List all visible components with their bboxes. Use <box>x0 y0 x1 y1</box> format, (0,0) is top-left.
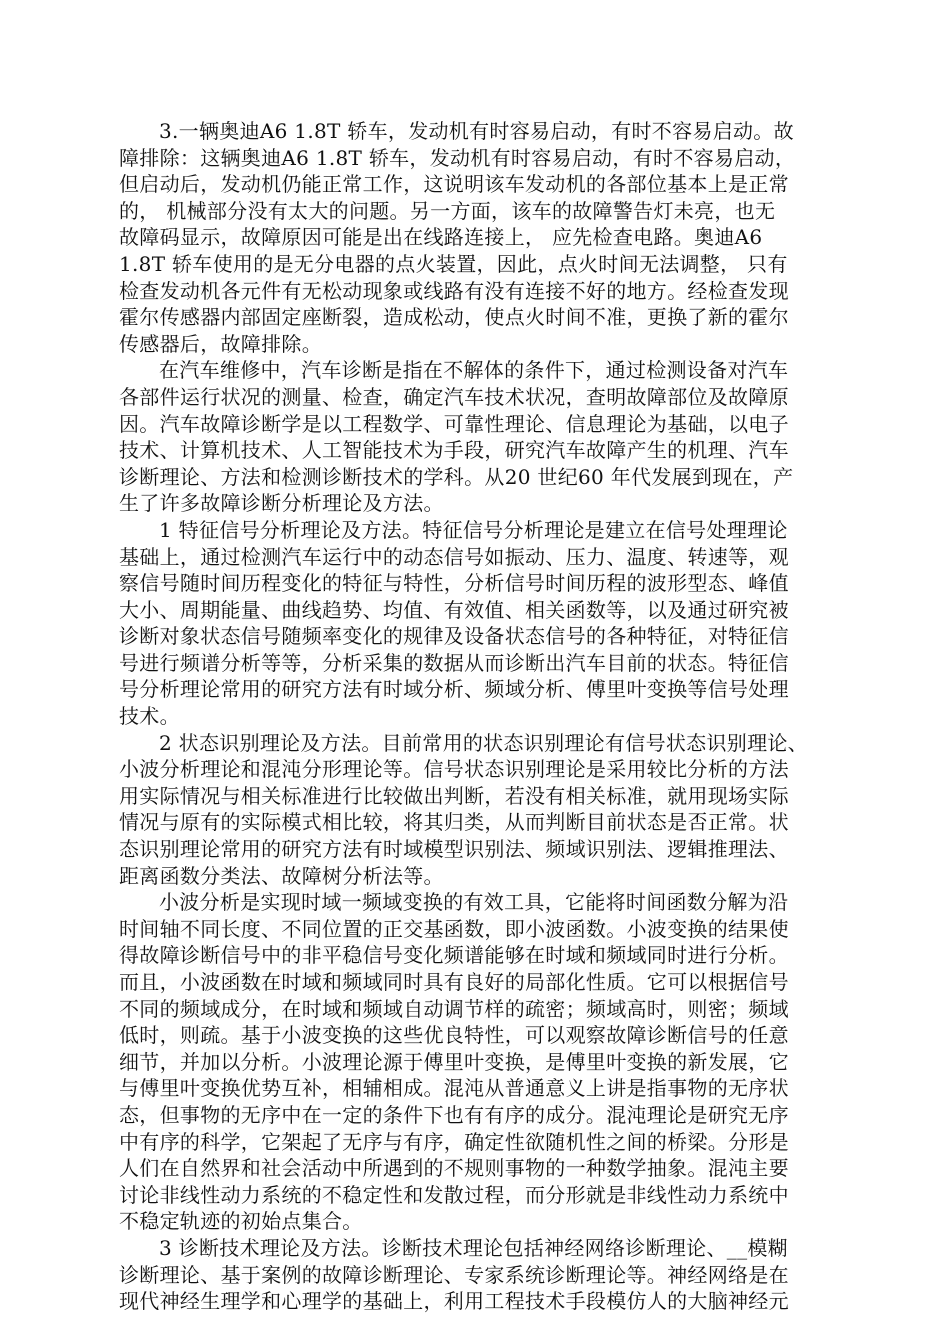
text-line: 3 诊断技术理论及方法。诊断技术理论包括神经网络诊断理论、__模糊 <box>159 1235 788 1260</box>
text-line: 用实际情况与相关标准进行比较做出判断，若没有相关标准，就用现场实际 <box>119 783 789 808</box>
text-line: 传感器后，故障排除。 <box>119 331 322 356</box>
text-line: 态，但事物的无序中在一定的条件下也有有序的成分。混沌理论是研究无序 <box>119 1102 789 1127</box>
text-line: 与傅里叶变换优势互补，相辅相成。混沌从普通意义上讲是指事物的无序状 <box>119 1076 789 1101</box>
text-line: 得故障诊断信号中的非平稳信号变化频谱能够在时域和频域同时进行分析。 <box>119 943 789 968</box>
text-line: 的， 机械部分没有太大的问题。另一方面，该车的故障警告灯未亮，也无 <box>119 198 776 223</box>
text-line: 态识别理论常用的研究方法有时域模型识别法、频域识别法、逻辑推理法、 <box>119 837 789 862</box>
text-line: 生了许多故障诊断分析理论及方法。 <box>119 491 444 516</box>
text-line: 诊断对象状态信号随频率变化的规律及设备状态信号的各种特征，对特征信 <box>119 624 789 649</box>
paragraph <box>119 730 859 890</box>
text-line: 低时，则疏。基于小波变换的这些优良特性，可以观察故障诊断信号的任意 <box>119 1023 789 1048</box>
paragraph <box>119 517 859 730</box>
text-line: 号分析理论常用的研究方法有时域分析、频域分析、傅里叶变换等信号处理 <box>119 677 789 702</box>
paragraph <box>119 1235 859 1315</box>
text-line: 情况与原有的实际模式相比较，将其归类，从而判断目前状态是否正常。状 <box>119 810 789 835</box>
text-line: 而且，小波函数在时域和频域同时具有良好的局部化性质。它可以根据信号 <box>119 970 789 994</box>
text-line: 察信号随时间历程变化的特征与特性，分析信号时间历程的波形型态、峰值 <box>119 571 789 596</box>
text-line: 诊断理论、基于案例的故障诊断理论、专家系统诊断理论等。神经网络是在 <box>119 1262 789 1287</box>
text-line: 时间轴不同长度、不同位置的正交基函数，即小波函数。小波变换的结果使 <box>119 916 789 941</box>
text-line: 各部件运行状况的测量、检查，确定汽车技术状况，查明故障部位及故障原 <box>119 384 789 409</box>
paragraph <box>119 889 859 1235</box>
text-line: 技术。 <box>119 704 180 729</box>
text-line: 诊断理论、方法和检测诊断技术的学科。从20 世纪60 年代发展到现在，产 <box>119 464 794 489</box>
paragraph <box>119 118 859 357</box>
text-line: 距离函数分类法、故障树分析法等。 <box>119 863 444 888</box>
text-line: 霍尔传感器内部固定座断裂，造成松动，使点火时间不准，更换了新的霍尔 <box>119 305 789 330</box>
text-line: 讨论非线性动力系统的不稳定性和发散过程，而分形就是非线性动力系统中 <box>119 1182 789 1207</box>
text-line: 小波分析是实现时域一频域变换的有效工具，它能将时间函数分解为沿 <box>159 890 789 915</box>
paragraph <box>119 357 859 517</box>
text-line: 现代神经生理学和心理学的基础上，利用工程技术手段模仿人的大脑神经元 <box>119 1289 789 1314</box>
text-line: 基础上，通过检测汽车运行中的动态信号如振动、压力、温度、转速等，观 <box>119 544 789 569</box>
text-line: 中有序的科学，它架起了无序与有序，确定性欲随机性之间的桥梁。分形是 <box>119 1129 789 1154</box>
text-line: 1.8T 轿车使用的是无分电器的点火装置，因此，点火时间无法调整， 只有 <box>119 251 788 276</box>
text-line: 1 特征信号分析理论及方法。特征信号分析理论是建立在信号处理理论 <box>159 517 788 542</box>
text-line: 技术、计算机技术、人工智能技术为手段，研究汽车故障产生的机理、汽车 <box>119 438 789 463</box>
text-line: 号进行频谱分析等等，分析采集的数据从而诊断出汽车目前的状态。特征信 <box>119 650 789 675</box>
text-line: 检查发动机各元件有无松动现象或线路有没有连接不好的地方。经检查发现 <box>119 278 789 303</box>
text-line: 不稳定轨迹的初始点集合。 <box>119 1209 363 1234</box>
text-line: 不同的频域成分，在时域和频域自动调节样的疏密；频域高时，则密；频域 <box>119 996 789 1021</box>
text-line: 小波分析理论和混沌分形理论等。信号状态识别理论是采用较比分析的方法 <box>119 757 789 782</box>
text-line: 但启动后，发动机仍能正常工作，这说明该车发动机的各部位基本上是正常 <box>119 172 789 197</box>
text-line: 人们在自然界和社会活动中所遇到的不规则事物的一种数学抽象。混沌主要 <box>119 1156 789 1181</box>
text-line: 因。汽车故障诊断学是以工程数学、可靠性理论、信息理论为基础，以电子 <box>119 411 789 436</box>
text-line: 故障码显示，故障原因可能是出在线路连接上， 应先检查电路。奥迪A6 <box>119 225 763 250</box>
text-line: 障排除：这辆奥迪A6 1.8T 轿车，发动机有时容易启动，有时不容易启动， <box>119 145 796 170</box>
text-line: 细节，并加以分析。小波理论源于傅里叶变换，是傅里叶变换的新发展，它 <box>119 1049 789 1074</box>
text-line: 2 状态识别理论及方法。目前常用的状态识别理论有信号状态识别理论、 <box>159 730 808 755</box>
document-body <box>119 118 859 1315</box>
text-line: 3.一辆奥迪A6 1.8T 轿车，发动机有时容易启动，有时不容易启动。故 <box>159 119 794 143</box>
text-line: 大小、周期能量、曲线趋势、均值、有效值、相关函数等，以及通过研究被 <box>119 597 789 622</box>
text-line: 在汽车维修中，汽车诊断是指在不解体的条件下，通过检测设备对汽车 <box>159 358 789 383</box>
